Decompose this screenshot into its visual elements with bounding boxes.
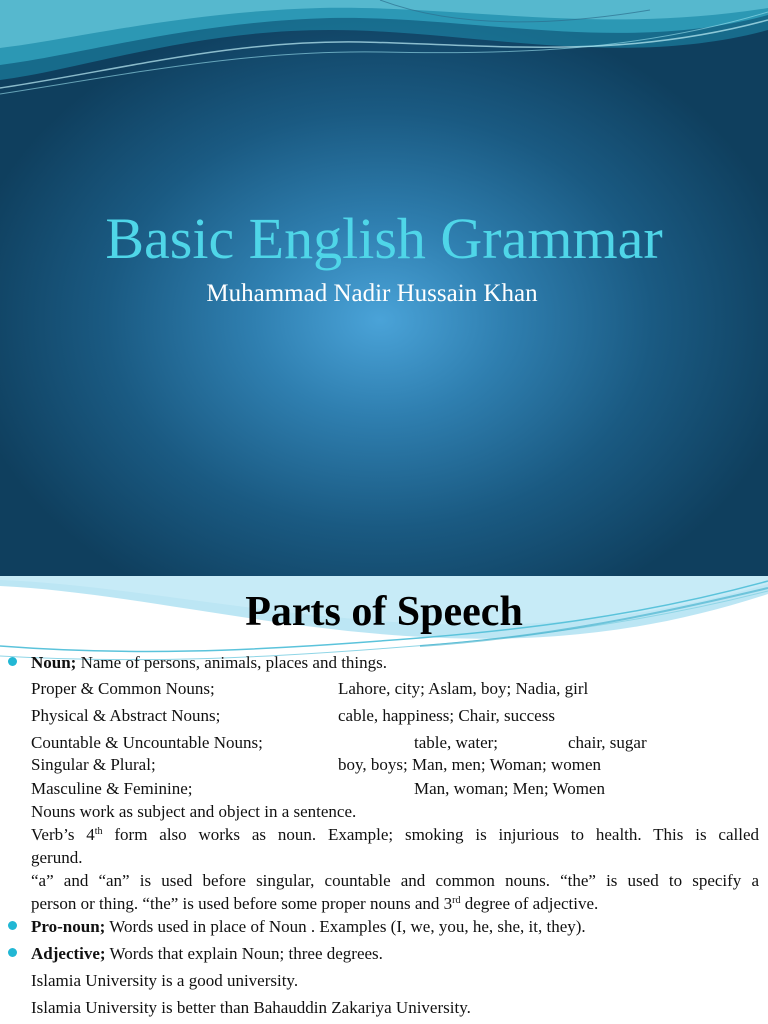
adjective-term: Adjective; [31,944,106,963]
wave-decoration [0,0,768,110]
noun-definition [31,653,387,673]
note-text: person or thing. “the” is used before some proper nouns and 3 [31,894,453,913]
noun-type: Singular & Plural; [31,755,156,774]
bullet-icon [8,921,17,930]
pronoun-definition-text: Words used in place of Noun . Examples (I, we, you, he, she, it, they). [105,917,586,936]
note-text: form also works as noun. Example; smoking is injurious to health. This is called [102,825,759,844]
adjective-example: Islamia University is better than Bahauddin Zakariya University. [31,998,471,1017]
adjective-example: Islamia University is a good university. [31,971,299,990]
noun-examples: Lahore, city; Aslam, boy; Nadia, girl [338,679,589,698]
noun-note [31,825,759,845]
pronoun-term: Pro-noun; [31,917,106,936]
noun-note: “a” and “an” is used before singular, countable and common nouns. “the” is used to specify a [31,871,759,890]
adjective-definition [31,944,383,964]
slide-heading: Parts of Speech [245,589,523,635]
note-text: degree of adjective. [460,894,599,913]
noun-examples: chair, sugar [568,733,647,752]
adjective-definition-text: Words that explain Noun; three degrees. [105,944,383,963]
pronoun-definition [31,917,586,937]
noun-type: Proper & Common Nouns; [31,679,215,698]
slide-title: Basic English Grammar [105,206,663,271]
note-text: Verb’s 4 [31,825,95,844]
noun-type: Countable & Uncountable Nouns; [31,733,263,752]
noun-type: Masculine & Feminine; [31,779,193,798]
superscript: th [94,826,103,837]
noun-examples: boy, boys; Man, men; Woman; women [338,755,602,774]
noun-note: Nouns work as subject and object in a sentence. [31,802,357,821]
noun-examples: Man, woman; Men; Women [414,779,605,798]
noun-definition-text: Name of persons, animals, places and things. [76,653,388,672]
noun-note [31,894,598,914]
slide-subtitle: Muhammad Nadir Hussain Khan [206,280,538,307]
noun-examples: table, water; [414,733,499,752]
noun-type: Physical & Abstract Nouns; [31,706,221,725]
superscript: rd [452,895,461,906]
bullet-icon [8,948,17,957]
bullet-icon [8,657,17,666]
noun-examples: cable, happiness; Chair, success [338,706,555,725]
noun-note: gerund. [31,848,83,867]
noun-term: Noun; [31,653,77,672]
